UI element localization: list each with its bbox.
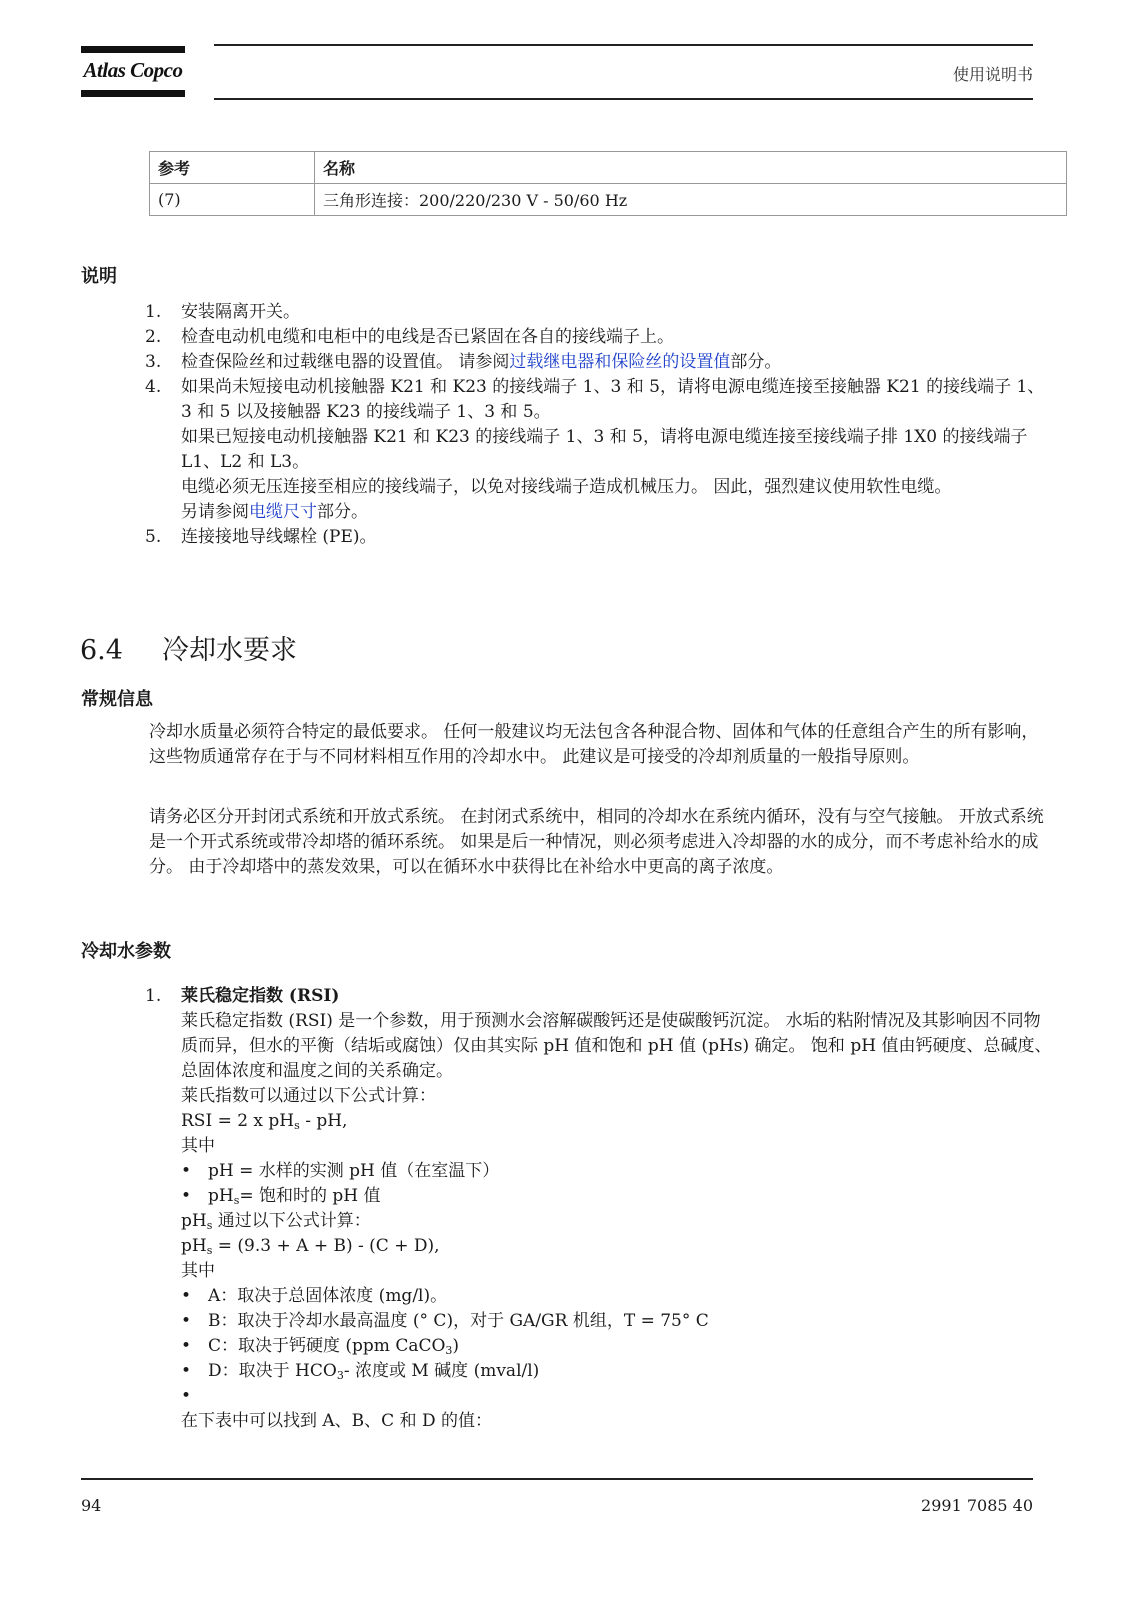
list-item [145, 350, 1045, 375]
formula-text: pH [181, 1211, 207, 1231]
list-text: pH = 水样的实测 pH 值（在室温下） [208, 1161, 500, 1181]
list-text-see-also [181, 500, 1045, 525]
header-rule-top [214, 44, 1033, 46]
list-text: 连接接地导线螺栓 (PE)。 [181, 527, 377, 547]
section-number: 6.4 [80, 635, 123, 666]
list-item [181, 1359, 1055, 1384]
list-number: 3. [145, 352, 162, 372]
document-number: 2991 7085 40 [921, 1496, 1033, 1515]
table-header-cell: 参考 [150, 152, 315, 184]
header-doc-type: 使用说明书 [952, 65, 1033, 84]
variable-list [181, 1159, 1055, 1209]
logo-bar-top [81, 46, 185, 53]
rsi-formula [181, 1109, 1055, 1134]
where-label: 其中 [181, 1136, 215, 1156]
general-paragraph: 冷却水质量必须符合特定的最低要求。 任何一般建议均无法包含各种混合物、固体和气体的任意组合产生的所有影响，这些物质通常存在于与不同材料相互作用的冷却水中。 此建议是可接受的冷却剂质量的一般指导原则。 [149, 722, 1039, 767]
list-text: pH [208, 1186, 234, 1206]
bullet: • [181, 1386, 192, 1406]
bullet: • [181, 1161, 192, 1181]
formula-text: = (9.3 + A + B) - (C + D), [212, 1236, 440, 1256]
list-text: 部分。 [317, 502, 368, 522]
list-text: D：取决于 HCO [208, 1361, 337, 1381]
rsi-description: 莱氏稳定指数 (RSI) 是一个参数，用于预测水会溶解碳酸钙还是使碳酸钙沉淀。 水垢的粘附情况及其影响因不同物质而异，但水的平衡（结垢或腐蚀）仅由其实际 pH 值和饱和 pH 值 (pHs) 确定。 饱和 pH 值由钙硬度、总碱度、总固体浓度和温度之间的关系确定。 [181, 1011, 1052, 1081]
list-text: 如果已短接电动机接触器 K21 和 K23 的接线端子 1、3 和 5，请将电源电缆连接至接线端子排 1X0 的接线端子 L1、L2 和 L3。 [181, 427, 1028, 472]
formula-subscript: 3 [336, 1369, 344, 1382]
list-item-empty [181, 1384, 1055, 1409]
rsi-body [181, 984, 1055, 1434]
list-text: - 浓度或 M 碱度 (mval/l) [343, 1361, 540, 1381]
list-number: 1. [145, 302, 162, 322]
list-text: A：取决于总固体浓度 (mg/l)。 [208, 1286, 448, 1306]
list-item [145, 375, 1045, 525]
list-item [181, 1334, 1055, 1359]
list-item [145, 325, 1045, 350]
where-label: 其中 [181, 1261, 215, 1281]
header-rule-bottom [214, 98, 1033, 100]
instruction-list [145, 300, 1045, 550]
formula-subscript: s [294, 1119, 300, 1132]
list-text: 检查保险丝和过载继电器的设置值。 请参阅 [181, 352, 510, 372]
formula-subscript: s [233, 1194, 240, 1207]
rsi-item [145, 984, 1055, 1434]
section-heading [80, 628, 297, 667]
bullet: • [181, 1361, 192, 1381]
list-text: 电缆必须无压连接至相应的接线端子，以免对接线端子造成机械压力。 因此，强烈建议使用软性电缆。 [181, 477, 952, 497]
list-text: 部分。 [730, 352, 782, 372]
closing-text: 在下表中可以找到 A、B、C 和 D 的值： [181, 1411, 493, 1431]
table-cell: (7) [150, 184, 315, 216]
list-item [145, 300, 1045, 325]
formula-text: RSI = 2 x pH [181, 1111, 295, 1131]
list-text: 如果尚未短接电动机接触器 K21 和 K23 的接线端子 1、3 和 5，请将电源电缆连接至接触器 K21 的接线端子 1、3 和 5 以及接触器 K23 的接线端子 1、3 和 5。 [181, 377, 1045, 422]
list-number: 5. [145, 527, 162, 547]
formula-text: 通过以下公式计算： [212, 1211, 371, 1231]
table-cell: 三角形连接：200/220/230 V - 50/60 Hz [315, 184, 1067, 216]
logo-bar-bottom [81, 90, 185, 97]
formula-subscript: s [206, 1244, 213, 1257]
list-item [181, 1284, 1055, 1309]
list-item [145, 525, 1045, 550]
rsi-title: 莱氏稳定指数 (RSI) [181, 986, 340, 1006]
overload-relay-settings-link[interactable]: 过载继电器和保险丝的设置值 [509, 352, 731, 372]
list-text: C：取决于钙硬度 (ppm CaCO [208, 1336, 446, 1356]
section-title: 冷却水要求 [162, 635, 297, 666]
variable-list [181, 1284, 1055, 1409]
table-header-cell: 名称 [315, 152, 1067, 184]
list-text: 安装隔离开关。 [181, 302, 300, 322]
list-item [181, 1159, 1055, 1184]
list-text: = 饱和时的 pH 值 [239, 1186, 381, 1206]
page-number: 94 [81, 1496, 102, 1515]
atlas-copco-logo [81, 46, 185, 100]
table-row [150, 184, 1067, 216]
list-item [181, 1184, 1055, 1209]
general-paragraph: 请务必区分开封闭式系统和开放式系统。 在封闭式系统中，相同的冷却水在系统内循环，没有与空气接触。 开放式系统是一个开式系统或带冷却塔的循环系统。 如果是后一种情况，则必须考虑进入冷却器的水的成分，而不考虑补给水的成分。 由于冷却塔中的蒸发效果，可以在循环水中获得比在补给水中更高的离子浓度。 [149, 807, 1044, 877]
general-info-label: 常规信息 [81, 689, 153, 710]
bullet: • [181, 1286, 192, 1306]
list-number: 4. [145, 377, 162, 397]
formula-subscript: 3 [445, 1344, 453, 1357]
formula-text: - pH, [299, 1111, 348, 1131]
bullet: • [181, 1311, 192, 1331]
list-item [181, 1309, 1055, 1334]
list-text: ) [452, 1336, 460, 1356]
logo-text: Atlas Copco [83, 58, 183, 82]
bullet: • [181, 1186, 192, 1206]
list-text: B：取决于冷却水最高温度 (° C)，对于 GA/GR 机组，T = 75° C [208, 1311, 709, 1331]
reference-table [149, 151, 1067, 216]
phs-formula [181, 1234, 1055, 1259]
list-text: 另请参阅 [181, 502, 249, 522]
bullet: • [181, 1336, 192, 1356]
list-number: 2. [145, 327, 162, 347]
instructions-label: 说明 [81, 266, 117, 287]
list-number: 1. [145, 986, 162, 1006]
phs-intro [181, 1209, 1055, 1234]
list-text: 检查电动机电缆和电柜中的电线是否已紧固在各自的接线端子上。 [181, 327, 674, 347]
parameters-label: 冷却水参数 [81, 941, 171, 962]
cable-size-link[interactable]: 电缆尺寸 [249, 502, 317, 522]
footer-rule [81, 1478, 1033, 1480]
formula-text: pH [181, 1236, 207, 1256]
table-header-row [150, 152, 1067, 184]
formula-subscript: s [206, 1219, 213, 1232]
formula-intro: 莱氏指数可以通过以下公式计算： [181, 1086, 436, 1106]
